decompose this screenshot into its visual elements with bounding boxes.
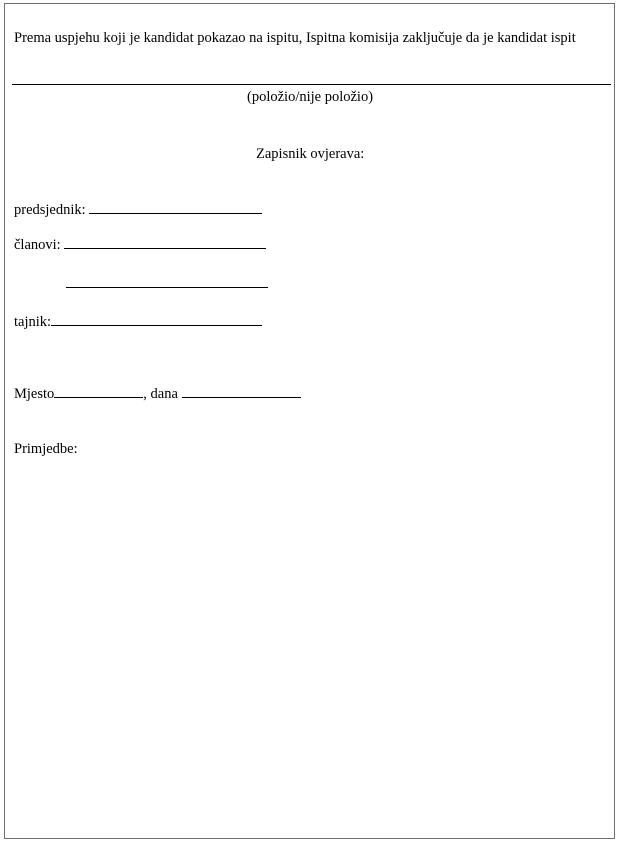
result-options: (položio/nije položio) xyxy=(247,89,374,105)
member-2-signature-line[interactable] xyxy=(66,287,268,288)
members-label: članovi: xyxy=(14,237,61,253)
date-input-line[interactable] xyxy=(182,384,301,398)
place-date-row xyxy=(14,384,301,403)
certified-by-heading: Zapisnik ovjerava: xyxy=(256,146,365,162)
secretary-signature-line[interactable] xyxy=(51,312,262,326)
place-input-line[interactable] xyxy=(54,384,143,398)
date-label: , dana xyxy=(143,386,178,402)
president-signature-line[interactable] xyxy=(89,200,262,214)
remarks-label: Primjedbe: xyxy=(14,441,78,457)
secretary-label: tajnik: xyxy=(14,314,52,330)
remarks-area[interactable] xyxy=(14,464,604,824)
intro-text: Prema uspjehu koji je kandidat pokazao na ispitu, Ispitna komisija zaključuje da je kandidat ispit xyxy=(14,30,576,46)
member-1-signature-line[interactable] xyxy=(64,235,266,249)
members-row xyxy=(14,235,266,254)
secretary-row xyxy=(14,312,262,331)
answer-line[interactable] xyxy=(12,84,611,85)
president-label: predsjednik: xyxy=(14,202,86,218)
place-label: Mjesto xyxy=(14,386,55,402)
president-row xyxy=(14,200,262,219)
